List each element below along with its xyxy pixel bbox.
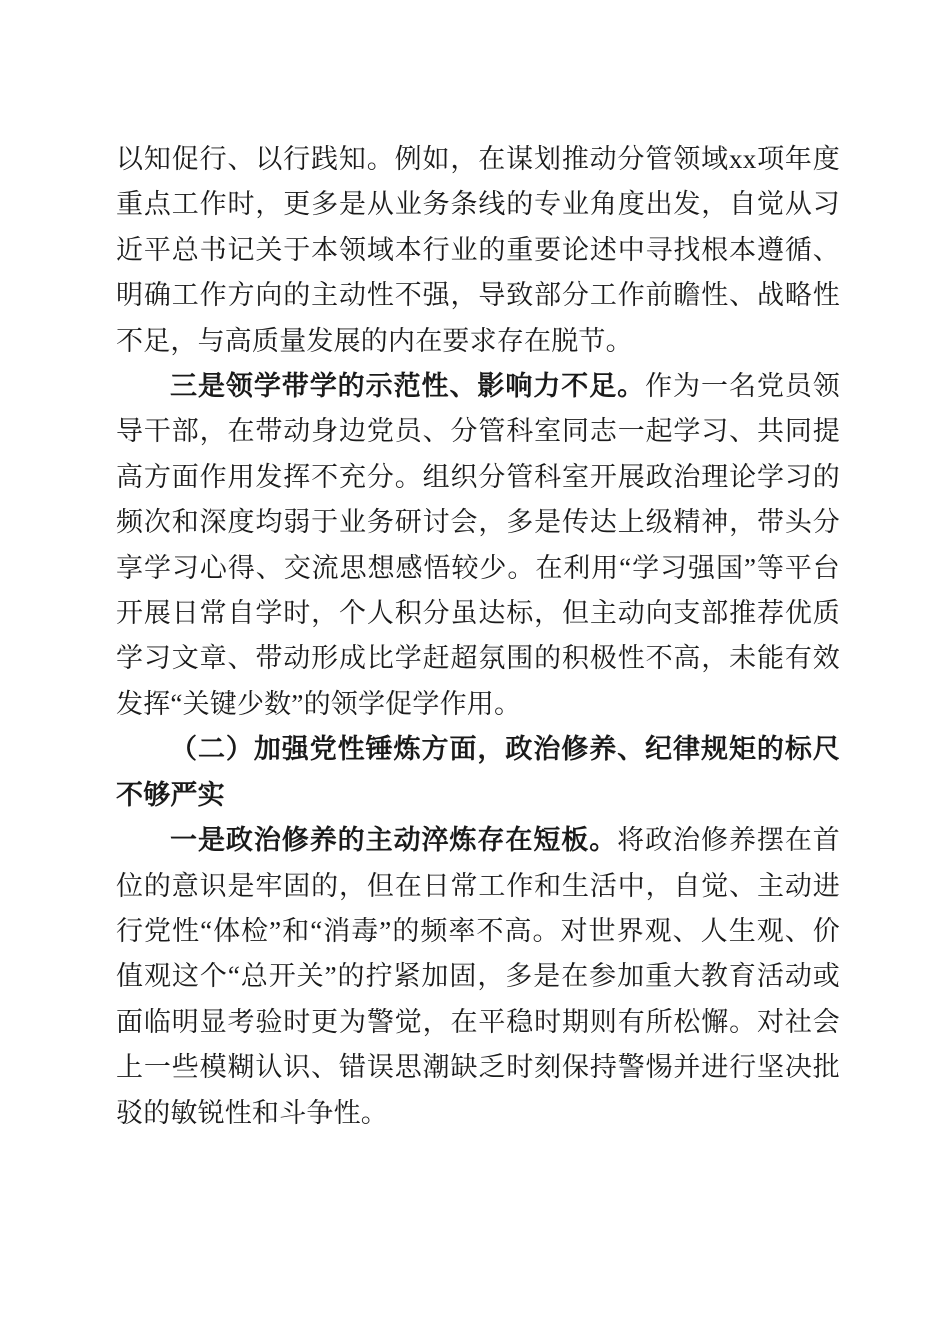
section-heading-bold: （二）加强党性锤炼方面，政治修养、纪律规矩的标尺不够严实	[116, 734, 840, 810]
paragraph-lead-bold: 一是政治修养的主动淬炼存在短板。	[170, 825, 618, 856]
paragraph-lead-bold: 三是领学带学的示范性、影响力不足。	[170, 371, 646, 402]
paragraph-body-text: 以知促行、以行践知。例如，在谋划推动分管领域xx项年度重点工作时，更多是从业务条线的专业角度出发，自觉从习近平总书记关于本领域本行业的重要论述中寻找根本遵循、明确工作方向的主动性不强，导致部分工作前瞻性、战略性不足，与高质量发展的内在要求存在脱节。	[116, 144, 840, 356]
paragraph-body-text: 将政治修养摆在首位的意识是牢固的，但在日常工作和生活中，自觉、主动进行党性“体检”和“消毒”的频率不高。对世界观、人生观、价值观这个“总开关”的拧紧加固，多是在参加重大教育活动或面临明显考验时更为警觉，在平稳时期则有所松懈。对社会上一些模糊认识、错误思潮缺乏时刻保持警惕并进行坚决批驳的敏锐性和斗争性。	[116, 825, 840, 1128]
paragraph-first-point	[116, 818, 840, 1136]
paragraph-body-text: 作为一名党员领导干部，在带动身边党员、分管科室同志一起学习、共同提高方面作用发挥不充分。组织分管科室开展政治理论学习的频次和深度均弱于业务研讨会，多是传达上级精神，带头分享学习心得、交流思想感悟较少。在利用“学习强国”等平台开展日常自学时，个人积分虽达标，但主动向支部推荐优质学习文章、带动形成比学赶超氛围的积极性不高，未能有效发挥“关键少数”的领学促学作用。	[116, 371, 840, 719]
section-heading-two	[116, 727, 840, 818]
paragraph-continuation	[116, 137, 840, 364]
paragraph-third-point	[116, 364, 840, 727]
